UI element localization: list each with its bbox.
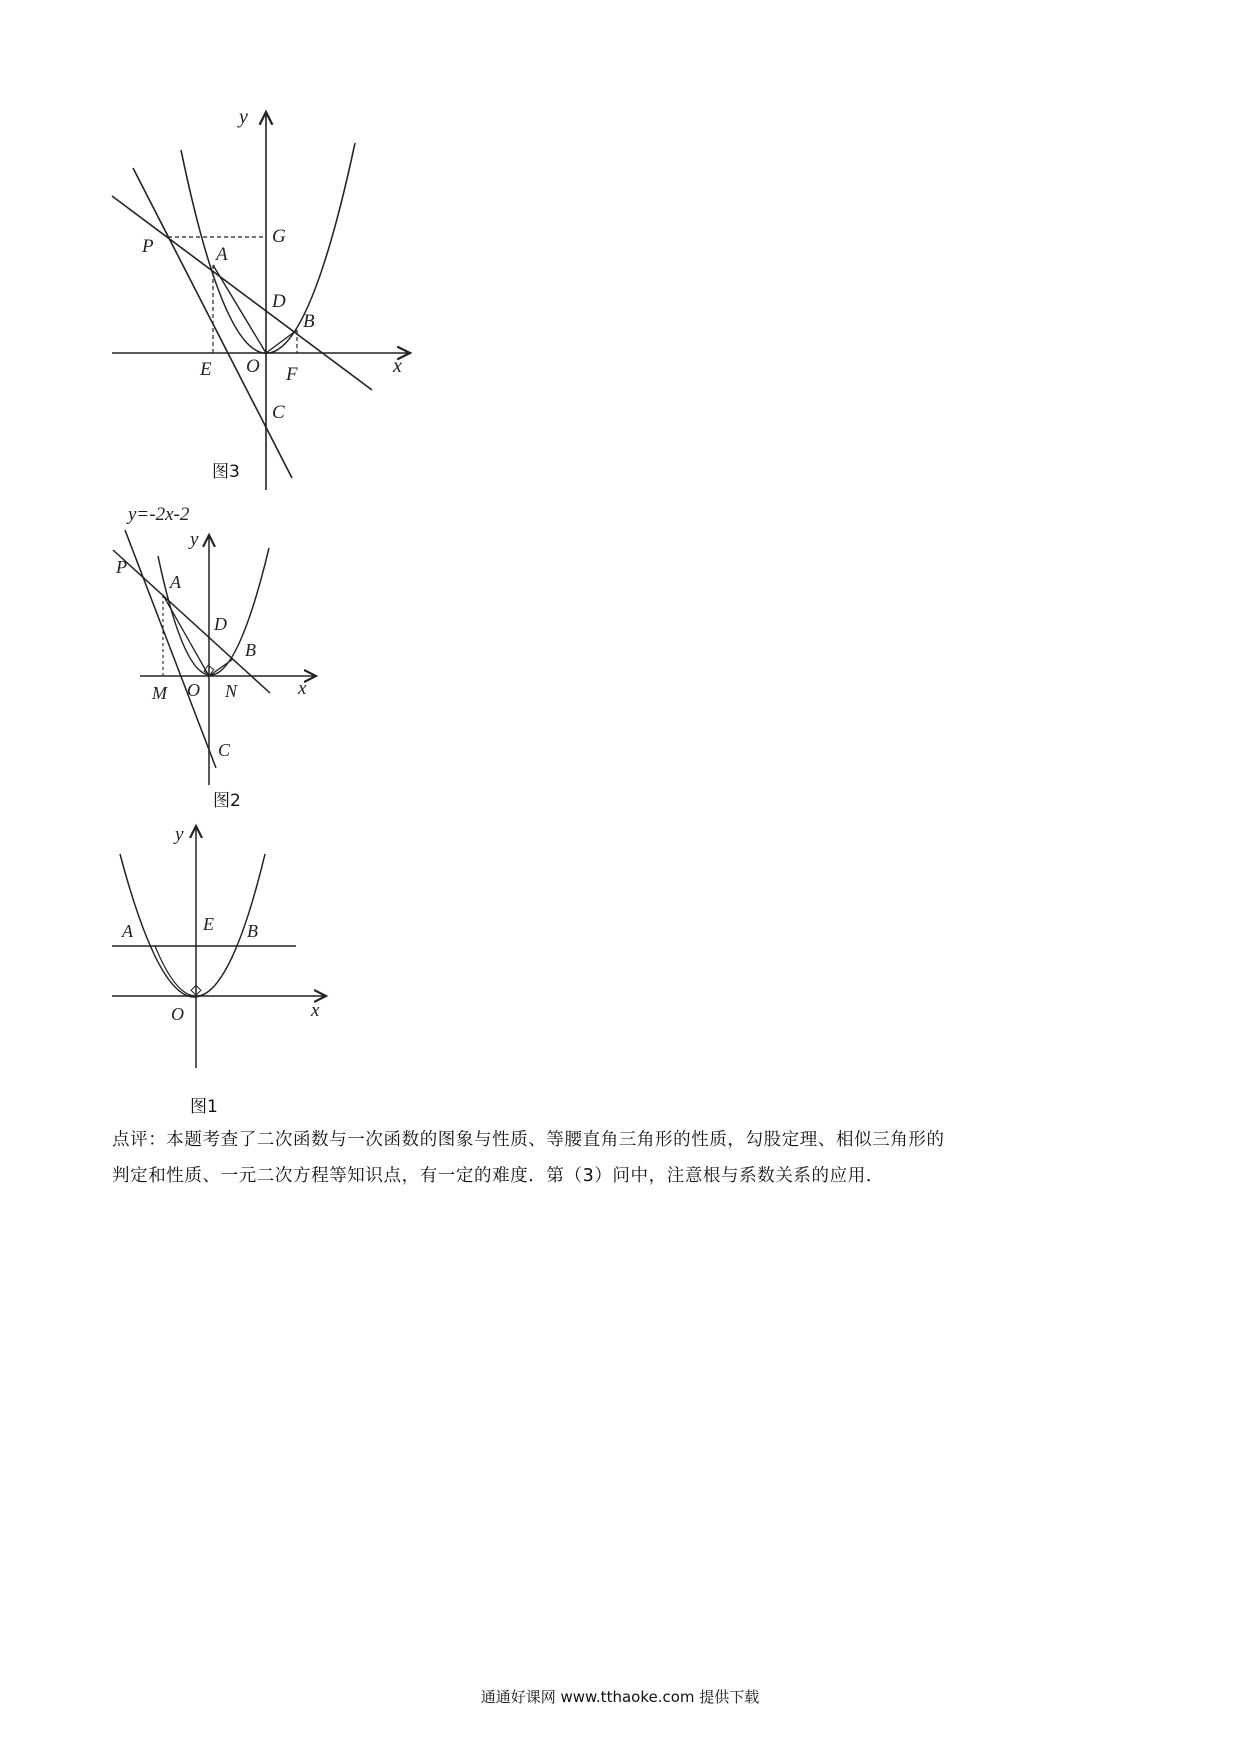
figure-3-diagram xyxy=(100,100,430,500)
label-p: P xyxy=(142,236,154,257)
label-a: A xyxy=(122,921,133,941)
label-x: x xyxy=(298,678,307,699)
label-p: P xyxy=(116,557,127,577)
figure-1-diagram xyxy=(100,815,340,1085)
label-o: O xyxy=(187,680,200,700)
line-pab xyxy=(113,550,270,693)
label-b: B xyxy=(247,921,258,941)
line-pc xyxy=(125,530,216,768)
figure-2-caption: 图2 xyxy=(213,791,241,811)
comment-line-2: 判定和性质、一元二次方程等知识点，有一定的难度．第（3）问中，注意根与系数关系的应用． xyxy=(112,1166,884,1186)
label-y: y xyxy=(239,106,248,128)
figure-1-caption: 图1 xyxy=(190,1097,218,1117)
label-x: x xyxy=(393,355,402,377)
parabola xyxy=(120,854,265,997)
label-o: O xyxy=(171,1004,184,1024)
label-e: E xyxy=(203,914,214,934)
label-o: O xyxy=(246,356,260,377)
label-y: y xyxy=(175,824,184,845)
label-g: G xyxy=(272,226,286,247)
label-d: D xyxy=(272,291,286,312)
label-n: N xyxy=(225,681,238,701)
label-x: x xyxy=(311,1000,320,1021)
footer-text: 通通好课网 www.tthaoke.com 提供下载 xyxy=(480,1688,760,1706)
equation-label: y=-2x-2 xyxy=(128,504,190,525)
label-b: B xyxy=(245,640,256,660)
chord-ob xyxy=(209,659,233,676)
parabola xyxy=(181,143,355,353)
label-a: A xyxy=(170,572,181,592)
label-f: F xyxy=(286,364,298,385)
label-b: B xyxy=(303,311,315,332)
line-pab xyxy=(112,196,372,390)
chord-oa xyxy=(163,595,209,676)
label-m: M xyxy=(152,683,167,703)
label-c: C xyxy=(218,740,231,760)
label-d: D xyxy=(214,614,227,634)
comment-line-1: 点评：本题考查了二次函数与一次函数的图象与性质、等腰直角三角形的性质，勾股定理、相似三角形的 xyxy=(112,1130,945,1150)
comment-paragraph xyxy=(112,1122,1142,1194)
chord-ob xyxy=(266,330,297,353)
label-y: y xyxy=(190,529,199,550)
label-a: A xyxy=(216,244,228,265)
figure-3-caption: 图3 xyxy=(212,462,240,482)
figure-2-diagram xyxy=(100,500,330,790)
label-e: E xyxy=(200,359,212,380)
label-c: C xyxy=(272,402,285,423)
